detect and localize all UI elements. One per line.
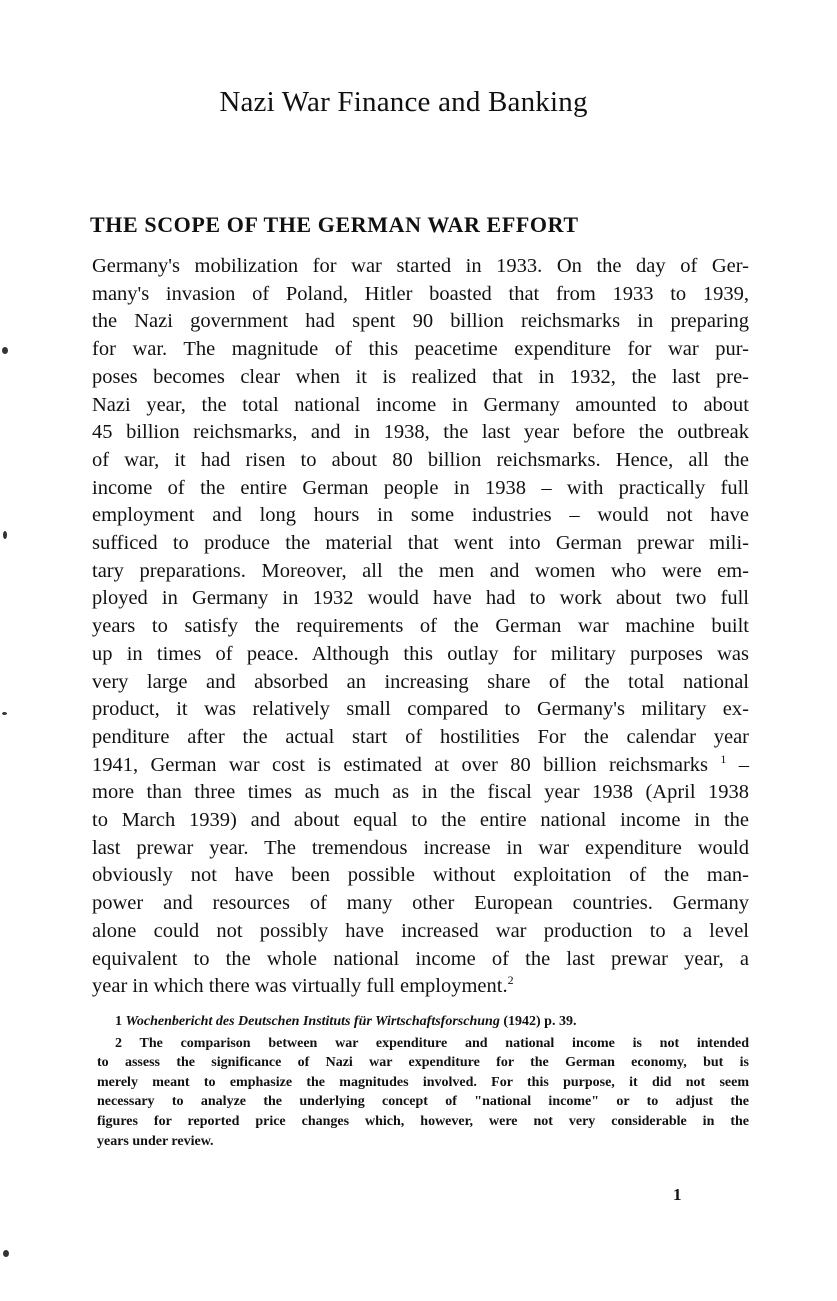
body-line: sufficed to produce the material that went into German prewar mili- bbox=[92, 532, 749, 555]
footnote-ref-2[interactable]: 2 bbox=[507, 973, 514, 988]
body-line: equivalent to the whole national income of the last prewar year, a bbox=[92, 947, 749, 970]
body-line: employment and long hours in some industries – would not have bbox=[92, 504, 749, 527]
body-line: ployed in Germany in 1932 would have had to work about two full bbox=[92, 587, 749, 610]
footnote-2 bbox=[97, 1034, 749, 1152]
footnote-2-line: figures for reported price changes which, however, were not very considerable in the bbox=[97, 1113, 749, 1129]
body-line: penditure after the actual start of hostilities For the calendar year bbox=[92, 725, 749, 748]
body-line: of war, it had risen to about 80 billion reichsmarks. Hence, all the bbox=[92, 448, 749, 471]
footnote-ref-1[interactable]: 1 bbox=[720, 751, 727, 766]
footnote-1-source: Wochenbericht des Deutschen Instituts für Wirtschaftsforschung bbox=[125, 1014, 500, 1029]
body-line: Germany's mobilization for war started in 1933. On the day of Ger- bbox=[92, 255, 749, 277]
body-line: Nazi year, the total national income in Germany amounted to about bbox=[92, 393, 749, 416]
body-line: very large and absorbed an increasing share of the total national bbox=[92, 670, 749, 693]
body-line: product, it was relatively small compared to Germany's military ex- bbox=[92, 698, 749, 721]
body-line: alone could not possibly have increased war production to a level bbox=[92, 919, 749, 942]
footnotes bbox=[97, 1012, 749, 1151]
section-heading: THE SCOPE OF THE GERMAN WAR EFFORT bbox=[90, 212, 579, 237]
body-line-with-footnote-ref bbox=[92, 752, 749, 780]
body-paragraph bbox=[92, 253, 749, 1001]
footnote-2-line: years under review. bbox=[97, 1133, 214, 1149]
body-line: for war. The magnitude of this peacetime expenditure for war pur- bbox=[92, 338, 749, 361]
body-line: more than three times as much as in the fiscal year 1938 (April 1938 bbox=[92, 781, 749, 804]
footnote-1 bbox=[97, 1012, 749, 1032]
scan-speck bbox=[2, 712, 7, 715]
footnote-2-line: necessary to analyze the underlying concept of "national income" or to adjust the bbox=[97, 1094, 749, 1110]
footnote-2-line bbox=[97, 1034, 749, 1054]
footnote-2-text: The comparison between war expenditure and national income is not intended bbox=[139, 1035, 749, 1051]
scan-speck bbox=[3, 531, 7, 539]
body-line: the Nazi government had spent 90 billion reichsmarks in preparing bbox=[92, 310, 749, 333]
body-line: to March 1939) and about equal to the entire national income in the bbox=[92, 809, 749, 832]
body-line-with-footnote-ref bbox=[92, 973, 749, 1001]
body-line: income of the entire German people in 1938 – with practically full bbox=[92, 476, 749, 499]
body-line: up in times of peace. Although this outlay for military purposes was bbox=[92, 642, 749, 665]
body-line-text: year in which there was virtually full employment. bbox=[92, 975, 508, 998]
footnote-2-number: 2 bbox=[115, 1035, 122, 1051]
body-line: poses becomes clear when it is realized that in 1932, the last pre- bbox=[92, 365, 749, 388]
footnote-1-citation: (1942) p. 39. bbox=[503, 1014, 577, 1029]
chapter-title: Nazi War Finance and Banking bbox=[219, 86, 588, 118]
body-line: last prewar year. The tremendous increase in war expenditure would bbox=[92, 836, 749, 859]
body-line-text: 1941, German war cost is estimated at over 80 billion reichsmarks bbox=[92, 753, 709, 776]
scan-speck bbox=[2, 347, 8, 354]
scan-speck bbox=[3, 1250, 9, 1257]
body-line: power and resources of many other European countries. Germany bbox=[92, 892, 749, 915]
body-line: 45 billion reichsmarks, and in 1938, the last year before the outbreak bbox=[92, 421, 749, 444]
body-line: tary preparations. Moreover, all the men and women who were em- bbox=[92, 559, 749, 582]
footnote-2-line: merely meant to emphasize the magnitudes involved. For this purpose, it did not seem bbox=[97, 1074, 749, 1090]
body-line: years to satisfy the requirements of the German war machine built bbox=[92, 615, 749, 638]
footnote-2-line: to assess the significance of Nazi war expenditure for the German economy, but is bbox=[97, 1055, 749, 1071]
footnote-1-number: 1 bbox=[115, 1014, 122, 1029]
page-number: 1 bbox=[673, 1185, 682, 1204]
body-line: obviously not have been possible without exploitation of the man- bbox=[92, 864, 749, 887]
dash: – bbox=[726, 753, 749, 776]
body-line: many's invasion of Poland, Hitler boasted that from 1933 to 1939, bbox=[92, 282, 749, 305]
